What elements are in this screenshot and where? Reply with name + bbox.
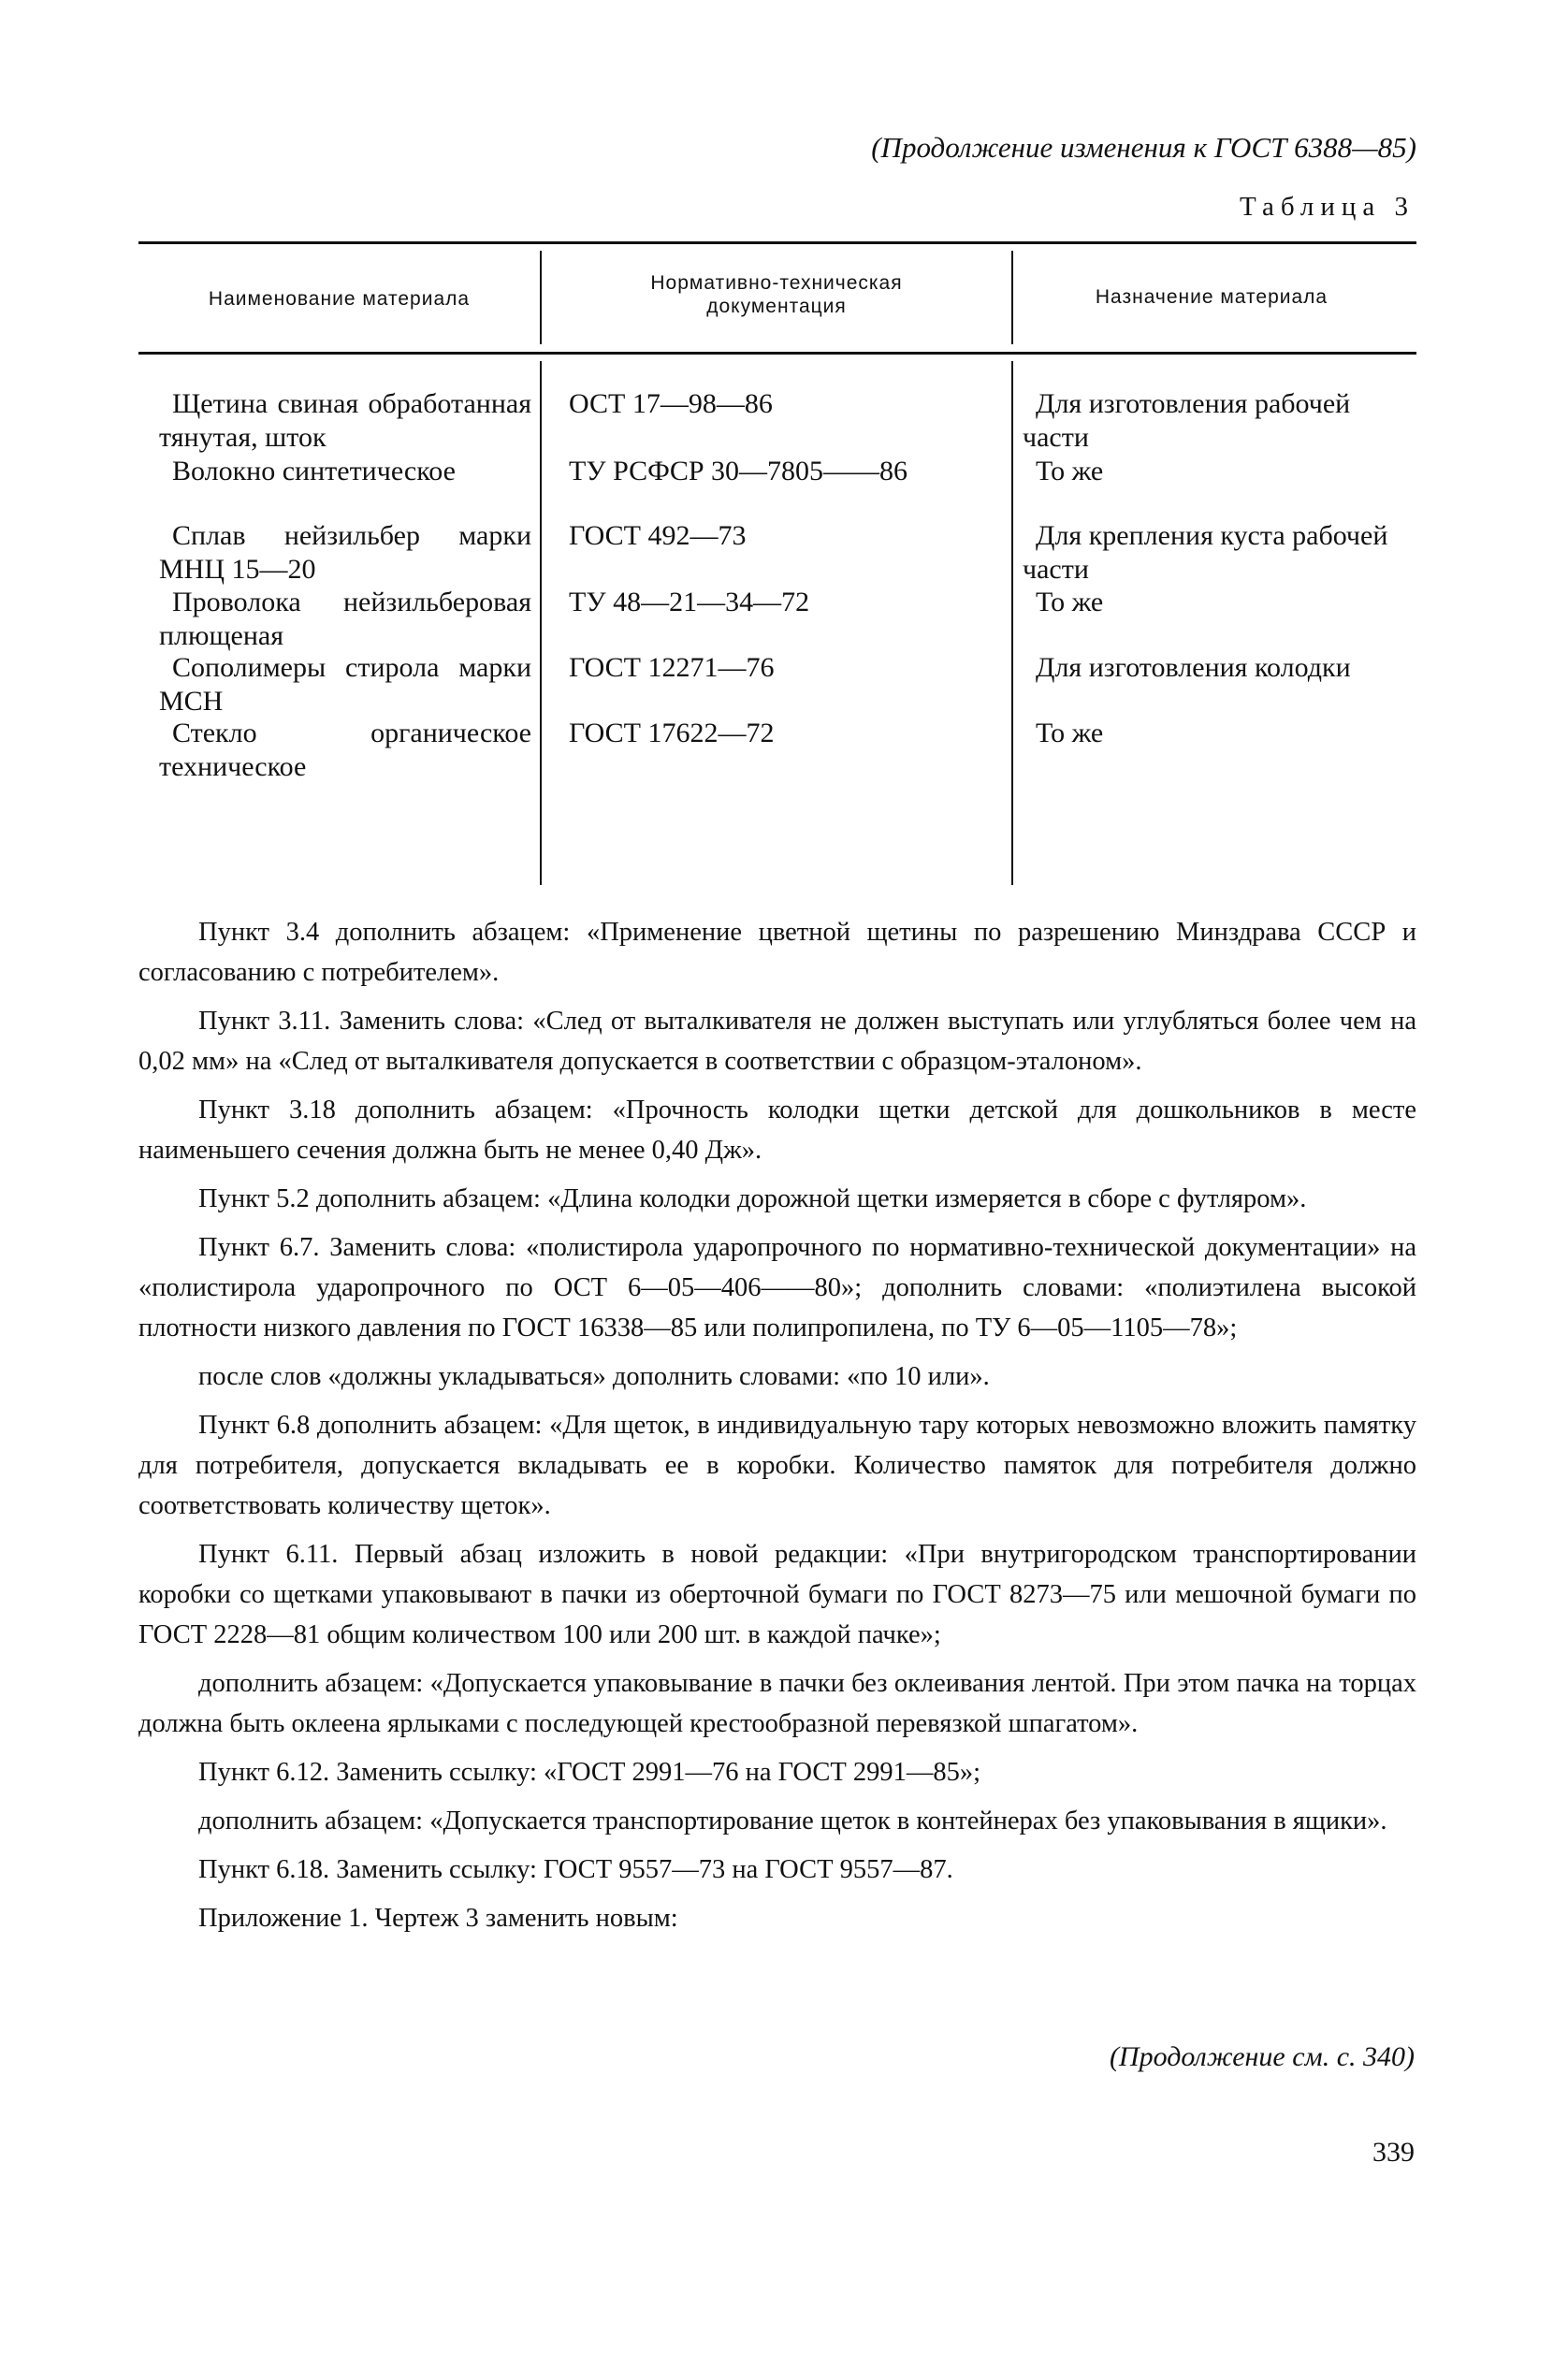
table-top-rule bbox=[138, 241, 1416, 244]
continuation-header: (Продолжение изменения к ГОСТ 6388—85) bbox=[871, 131, 1416, 164]
paragraph: дополнить абзацем: «Допускается упаковывание в пачки без оклеивания лентой. При этом пачка на торцах должна быть оклеена ярлыками с последующей крестообразной перевязкой шпагатом». bbox=[138, 1669, 1416, 1738]
documentation-ref: ОСТ 17—98—86 bbox=[569, 388, 773, 419]
material-name: Щетина свиная обработанная тянутая, шток bbox=[159, 388, 531, 453]
paragraph: дополнить абзацем: «Допускается транспортирование щеток в контейнерах без упаковывания в ящики». bbox=[198, 1806, 1387, 1835]
material-purpose: То же bbox=[1036, 456, 1104, 486]
paragraph: Пункт 6.12. Заменить ссылку: «ГОСТ 2991—76 на ГОСТ 2991—85»; bbox=[198, 1758, 981, 1787]
column-header-purpose: Назначение материала bbox=[1095, 286, 1328, 308]
documentation-ref: ГОСТ 12271—76 bbox=[569, 652, 775, 683]
material-name: Проволока нейзильберовая плющеная bbox=[159, 587, 531, 651]
paragraph: Пункт 3.11. Заменить слова: «След от выталкивателя не должен выступать или углубляться более чем на 0,02 мм» на «След от выталкивателя допускается в соответствии с образцом-эталоном». bbox=[138, 1007, 1416, 1076]
material-name: Волокно синтетическое bbox=[172, 456, 456, 486]
column-divider bbox=[540, 361, 542, 885]
material-name: Сплав нейзильбер марки МНЦ 15—20 bbox=[159, 520, 531, 585]
material-name: Стекло органическое техническое bbox=[159, 718, 531, 782]
body-text bbox=[138, 912, 1416, 1947]
documentation-ref: ГОСТ 17622—72 bbox=[569, 718, 775, 748]
material-purpose: То же bbox=[1036, 587, 1104, 617]
column-divider bbox=[540, 251, 542, 344]
material-name: Сополимеры стирола марки МСН bbox=[159, 652, 531, 717]
documentation-ref: ТУ 48—21—34—72 bbox=[569, 587, 810, 617]
table-header-rule bbox=[138, 352, 1416, 355]
column-divider bbox=[1011, 361, 1013, 885]
paragraph: Приложение 1. Чертеж 3 заменить новым: bbox=[198, 1904, 678, 1933]
page-number: 339 bbox=[1372, 2137, 1415, 2168]
table-label: Таблица 3 bbox=[1239, 192, 1415, 222]
paragraph: после слов «должны укладываться» дополнить словами: «по 10 или». bbox=[198, 1362, 990, 1391]
column-header-material: Наименование материала bbox=[208, 288, 471, 310]
documentation-ref: ГОСТ 492—73 bbox=[569, 520, 747, 551]
paragraph: Пункт 6.18. Заменить ссылку: ГОСТ 9557—73 на ГОСТ 9557—87. bbox=[198, 1855, 953, 1884]
column-divider bbox=[1011, 251, 1013, 344]
paragraph: Пункт 6.11. Первый абзац изложить в новой редакции: «При внутригородском транспортировании коробки со щетками упаковывают в пачки из оберточной бумаги по ГОСТ 8273—75 или мешочной бумаги по ГОСТ 2228—81 общим количеством 100 или 200 шт. в каждой пачке»; bbox=[138, 1540, 1416, 1649]
material-purpose: Для изготовления колодки bbox=[1036, 652, 1351, 683]
column-header-documentation: Нормативно-техническая документация bbox=[650, 272, 903, 317]
material-purpose: Для изготовления рабочей части bbox=[1023, 388, 1351, 453]
paragraph: Пункт 5.2 дополнить абзацем: «Длина колодки дорожной щетки измеряется в сборе с футляром». bbox=[198, 1184, 1307, 1213]
paragraph: Пункт 3.4 дополнить абзацем: «Применение цветной щетины по разрешению Минздрава СССР и согласованию с потребителем». bbox=[138, 918, 1416, 987]
paragraph: Пункт 3.18 дополнить абзацем: «Прочность колодки щетки детской для дошкольников в месте наименьшего сечения должна быть не менее 0,40 Дж». bbox=[138, 1095, 1416, 1165]
documentation-ref: ТУ РСФСР 30—7805——86 bbox=[569, 456, 908, 486]
material-purpose: Для крепления куста рабочей части bbox=[1023, 520, 1388, 585]
paragraph: Пункт 6.7. Заменить слова: «полистирола ударопрочного по нормативно-технической документации» на «полистирола ударопрочного по ОСТ 6—05—406——80»; дополнить словами: «полиэтилена высокой плотности низкого давления по ГОСТ 16338—85 или полипропилена, по ТУ 6—05—1105—78»; bbox=[138, 1233, 1416, 1342]
material-purpose: То же bbox=[1036, 718, 1104, 748]
continuation-footer: (Продолжение см. с. 340) bbox=[1109, 2041, 1415, 2072]
paragraph: Пункт 6.8 дополнить абзацем: «Для щеток, в индивидуальную тару которых невозможно вложить памятку для потребителя, допускается вкладывать ее в коробки. Количество памяток для потребителя должно соответствовать количеству щеток». bbox=[138, 1411, 1416, 1520]
